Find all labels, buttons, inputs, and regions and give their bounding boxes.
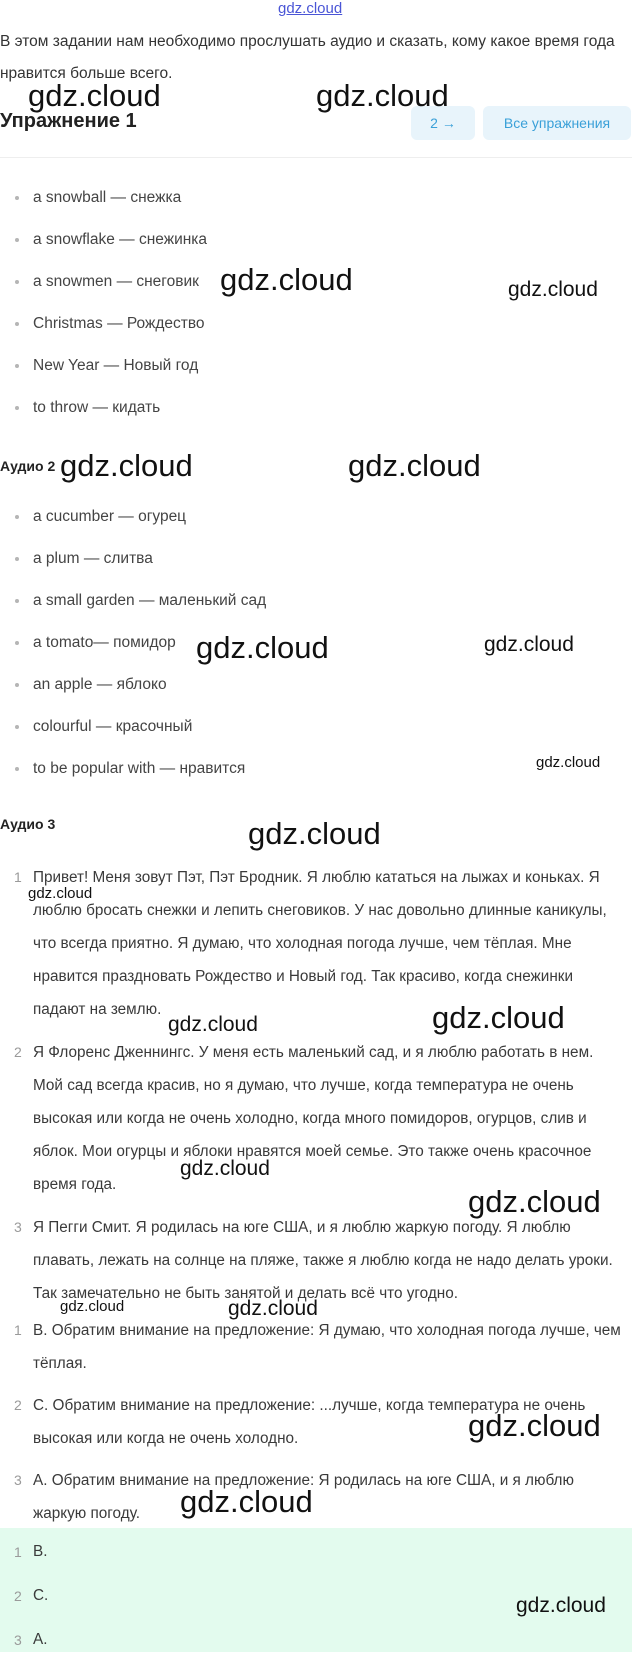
bullet-icon — [15, 641, 19, 645]
watermark: gdz.cloud — [220, 262, 353, 297]
watermark: gdz.cloud — [28, 78, 161, 113]
divider — [0, 157, 632, 158]
list-item: a small garden — маленький сад — [0, 580, 266, 622]
watermark: gdz.cloud — [432, 1000, 565, 1035]
list-item: 3 Я Пегги Смит. Я родилась на юге США, и я люблю жаркую погоду. Я люблю плавать, лежать на солнце на пляже, также я люблю когда не надо делать уроки. Так замечательно не быть занятой и делать всё что угодно. — [14, 1219, 613, 1302]
list-item: 1 Привет! Меня зовут Пэт, Пэт Бродник. Я люблю кататься на лыжах и коньках. Я люблю бросать снежки и лепить снеговиков. У нас довольно длинные каникулы, что всегда приятно. Я думаю, что холодная погода лучше, чем тёплая. Мне нравится праздновать Рождество и Новый год. Так красиво, когда снежинки падают на землю. — [14, 869, 607, 1018]
watermark: gdz.cloud — [60, 1298, 125, 1315]
site-logo[interactable]: gdz.cloud — [278, 0, 343, 17]
watermark: gdz.cloud — [196, 630, 329, 665]
bullet-icon — [15, 725, 19, 729]
all-exercises-button[interactable]: Все упражнения — [483, 106, 631, 140]
bullet-icon — [15, 599, 19, 603]
watermark: gdz.cloud — [168, 1013, 258, 1036]
watermark: gdz.cloud — [468, 1184, 601, 1219]
list-item: a snowflake — снежинка — [0, 219, 207, 261]
bullet-icon — [15, 322, 19, 326]
bullet-icon — [15, 280, 19, 284]
list-item: 3 А. — [14, 1631, 48, 1648]
list-item: a snowball — снежка — [0, 177, 207, 219]
watermark: gdz.cloud — [228, 1297, 318, 1320]
watermark: gdz.cloud — [248, 816, 381, 851]
list-item: to throw — кидать — [0, 387, 207, 429]
next-exercise-button[interactable]: 2 → — [411, 106, 475, 140]
watermark: gdz.cloud — [516, 1594, 606, 1617]
watermark: gdz.cloud — [348, 448, 481, 483]
list-item: colourful — красочный — [0, 706, 266, 748]
exercise-title: Упражнение 1 — [0, 110, 137, 132]
bullet-icon — [15, 767, 19, 771]
task-intro: В этом задании нам необходимо прослушать аудио и сказать, кому какое время года нравится больше всего. — [0, 33, 615, 82]
list-item: to be popular with — нравится — [0, 748, 266, 790]
watermark: gdz.cloud — [28, 885, 93, 902]
list-item: an apple — яблоко — [0, 664, 266, 706]
watermark: gdz.cloud — [536, 754, 601, 771]
bullet-icon — [15, 196, 19, 200]
list-item: 1 В. Обратим внимание на предложение: Я думаю, что холодная погода лучше, чем тёплая. — [14, 1322, 621, 1372]
audio2-heading: Аудио 2 — [0, 458, 56, 474]
bullet-icon — [15, 515, 19, 519]
answers-box — [0, 1528, 632, 1652]
list-item: 2 Я Флоренс Дженнингс. У меня есть маленький сад, и я люблю работать в нем. Мой сад всегда красив, но я думаю, что лучше, когда температура не очень высокая или когда не очень холодно, когда много помидоров, огурцов, слив и яблок. Мои огурцы и яблоки нравятся моей семье. Это также очень красочное время года. — [14, 1044, 594, 1193]
list-item: 2 С. — [14, 1587, 49, 1604]
watermark: gdz.cloud — [180, 1484, 313, 1519]
list-item: New Year — Новый год — [0, 345, 207, 387]
list-item: 1 В. — [14, 1543, 48, 1560]
bullet-icon — [15, 557, 19, 561]
watermark: gdz.cloud — [468, 1408, 601, 1443]
bullet-icon — [15, 683, 19, 687]
audio3-texts — [0, 861, 626, 1310]
watermark: gdz.cloud — [508, 278, 598, 301]
watermark: gdz.cloud — [180, 1157, 270, 1180]
list-item: 2 С. Обратим внимание на предложение: ...лучше, когда температура не очень высокая или когда не очень холодно. — [14, 1397, 586, 1447]
bullet-icon — [15, 238, 19, 242]
list-item: a tomato— помидор — [0, 622, 266, 664]
list-item: a plum — слитва — [0, 538, 266, 580]
watermark: gdz.cloud — [484, 633, 574, 656]
list-item: 3 А. Обратим внимание на предложение: Я родилась на юге США, и я люблю жаркую погоду. — [14, 1472, 574, 1522]
list-item: a snowmen — снеговик — [0, 261, 207, 303]
bullet-icon — [15, 364, 19, 368]
watermark: gdz.cloud — [316, 78, 449, 113]
audio1-vocab-list — [0, 177, 207, 429]
audio3-heading: Аудио 3 — [0, 816, 56, 832]
watermark: gdz.cloud — [60, 448, 193, 483]
bullet-icon — [15, 406, 19, 410]
list-item: a cucumber — огурец — [0, 496, 266, 538]
list-item: Christmas — Рождество — [0, 303, 207, 345]
